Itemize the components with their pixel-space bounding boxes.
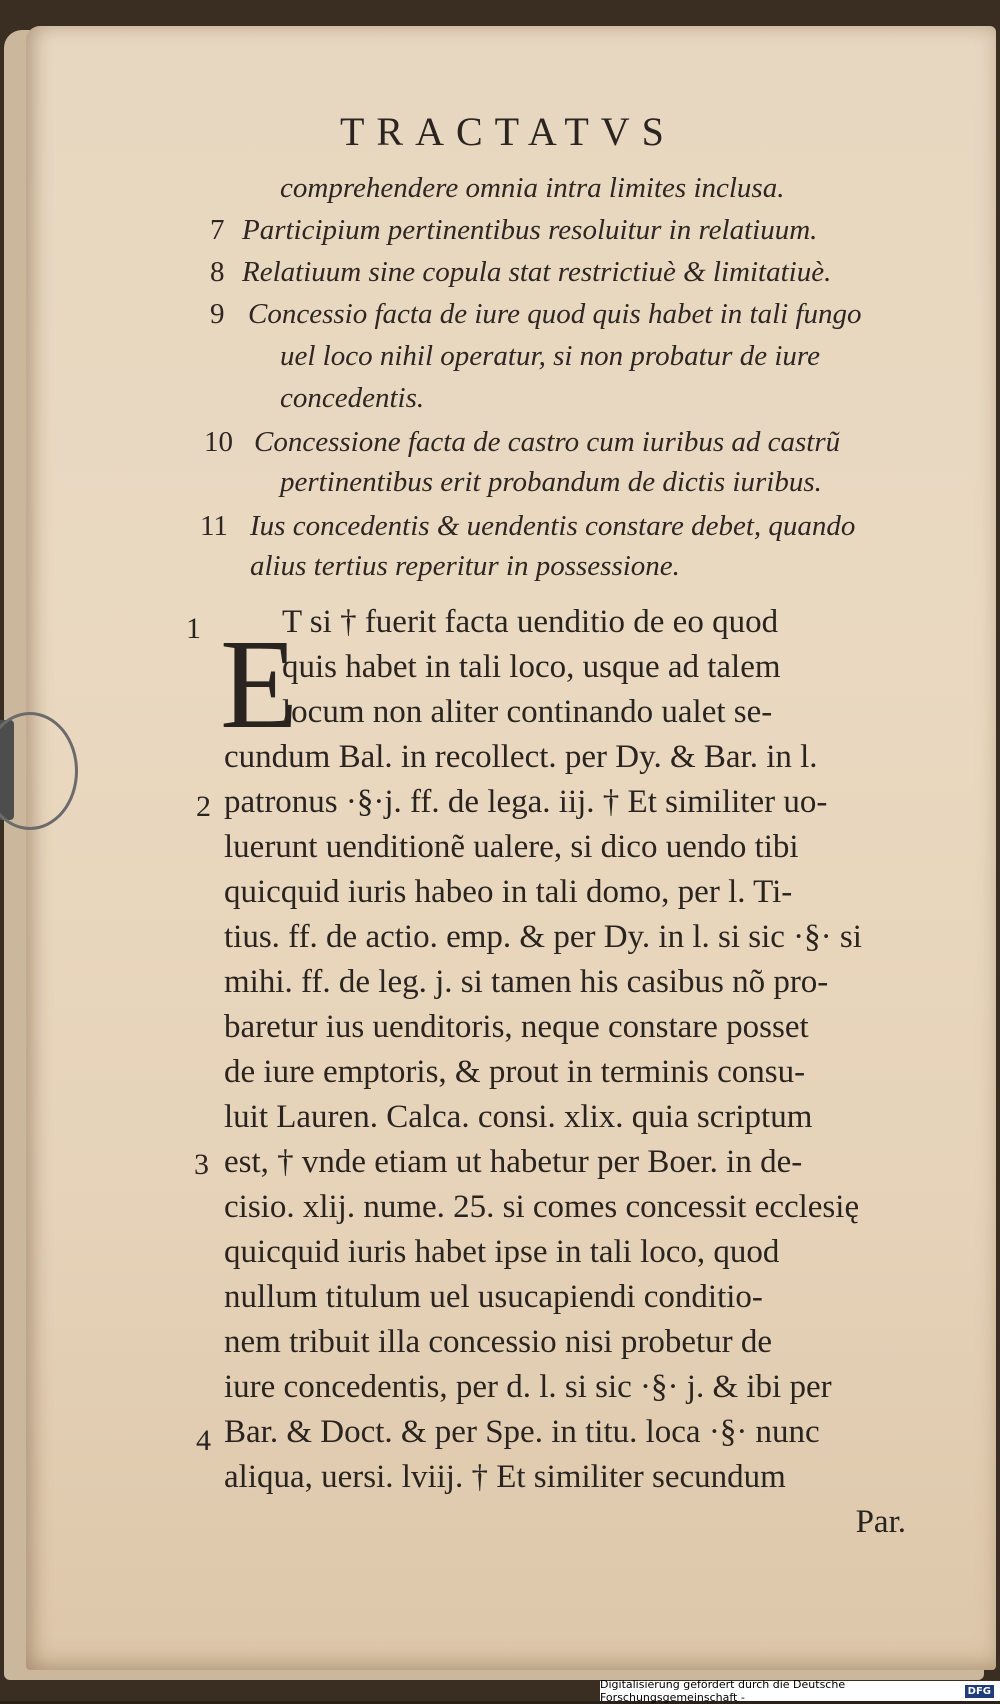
summary-text: concedentis. [280,382,425,414]
summary-line [200,506,910,546]
summary-line [210,210,910,252]
summary-line [210,546,910,586]
text-line: iure concedentis, per d. l. si sic ·§· j. & ibi per [224,1369,832,1405]
summary-number: 10 [204,426,233,458]
summary-text: alius tertius reperitur in possessione. [250,550,680,582]
text-line: nem tribuit illa concessio nisi probetur de [224,1324,773,1360]
text-line: mihi. ff. de leg. j. si tamen his casibus nõ pro- [224,964,829,1000]
text-line: baretur ius uenditoris, neque constare posset [224,1009,809,1045]
text-line: cundum Bal. in recollect. per Dy. & Bar. in l. [224,739,818,775]
summary-number: 11 [200,510,228,542]
text-line: nullum titulum uel usucapiendi conditio- [224,1279,763,1315]
summary-text: uel loco nihil operatur, si non probatur de iure [280,340,820,372]
text-line: luerunt uenditionẽ ualere, si dico uendo tibi [224,829,799,865]
summary-line [204,422,910,462]
text-line: Bar. & Doct. & per Spe. in titu. loca ·§· nunc [224,1414,820,1450]
summary-text: Participium pertinentibus resoluitur in relatiuum. [242,214,818,246]
margin-number: 4 [196,1424,211,1457]
text-line: luit Lauren. Calca. consi. xlix. quia scriptum [224,1099,813,1135]
text-line: aliqua, uersi. lviij. † Et similiter secundum [224,1459,786,1495]
summary-text: Concessione facta de castro cum iuribus ad castrũ [254,426,841,458]
summary-text: Ius concedentis & uendentis constare debet, quando [250,510,856,542]
text-line: de iure emptoris, & prout in terminis consu- [224,1054,806,1090]
text-line: quicquid iuris habet ipse in tali loco, quod [224,1234,780,1270]
summary-line [210,336,910,378]
text-line: T si † fuerit facta uenditio de eo quod [282,604,779,640]
footer-text: Digitalisierung gefördert durch die Deutsche Forschungsgemeinschaft - [600,1678,846,1704]
summary-line [210,378,910,422]
margin-number: 1 [186,612,201,645]
running-head: TRACTATVS [340,109,676,154]
footer-bar [600,1678,1000,1704]
margin-number: 3 [194,1148,209,1181]
summary-text: comprehendere omnia intra limites inclusa. [280,172,785,204]
text-line: est, † vnde etiam ut habetur per Boer. in de- [224,1144,803,1180]
margin-number: 2 [196,790,211,823]
summary-number: 7 [210,214,225,246]
text-line: tius. ff. de actio. emp. & per Dy. in l. si sic ·§· si [224,919,862,955]
summary-number: 9 [210,298,225,330]
summary-number: 8 [210,256,225,288]
dfg-logo: DFG [965,1685,994,1698]
summary-list [200,168,910,586]
text-line: patronus ·§·j. ff. de lega. iij. † Et similiter uo- [224,784,828,820]
text-line: quis habet in tali loco, usque ad talem [282,649,781,685]
drop-capital: E [220,613,299,755]
summary-line [210,294,910,336]
summary-text: Relatiuum sine copula stat restrictiuè & limitatiuè. [242,256,832,288]
summary-text: pertinentibus erit probandum de dictis iuribus. [280,466,822,498]
summary-line [210,252,910,294]
catchword: Par. [855,1504,906,1540]
summary-line [210,168,910,210]
text-line: quicquid iuris habeo in tali domo, per l. Ti- [224,874,793,910]
summary-line [210,462,910,506]
body-text [224,600,914,1545]
summary-text: Concessio facta de iure quod quis habet in tali fungo [248,298,862,330]
text-line: locum non aliter continando ualet se- [282,694,773,730]
text-line: cisio. xlij. nume. 25. si comes concessit ecclesię [224,1189,860,1225]
